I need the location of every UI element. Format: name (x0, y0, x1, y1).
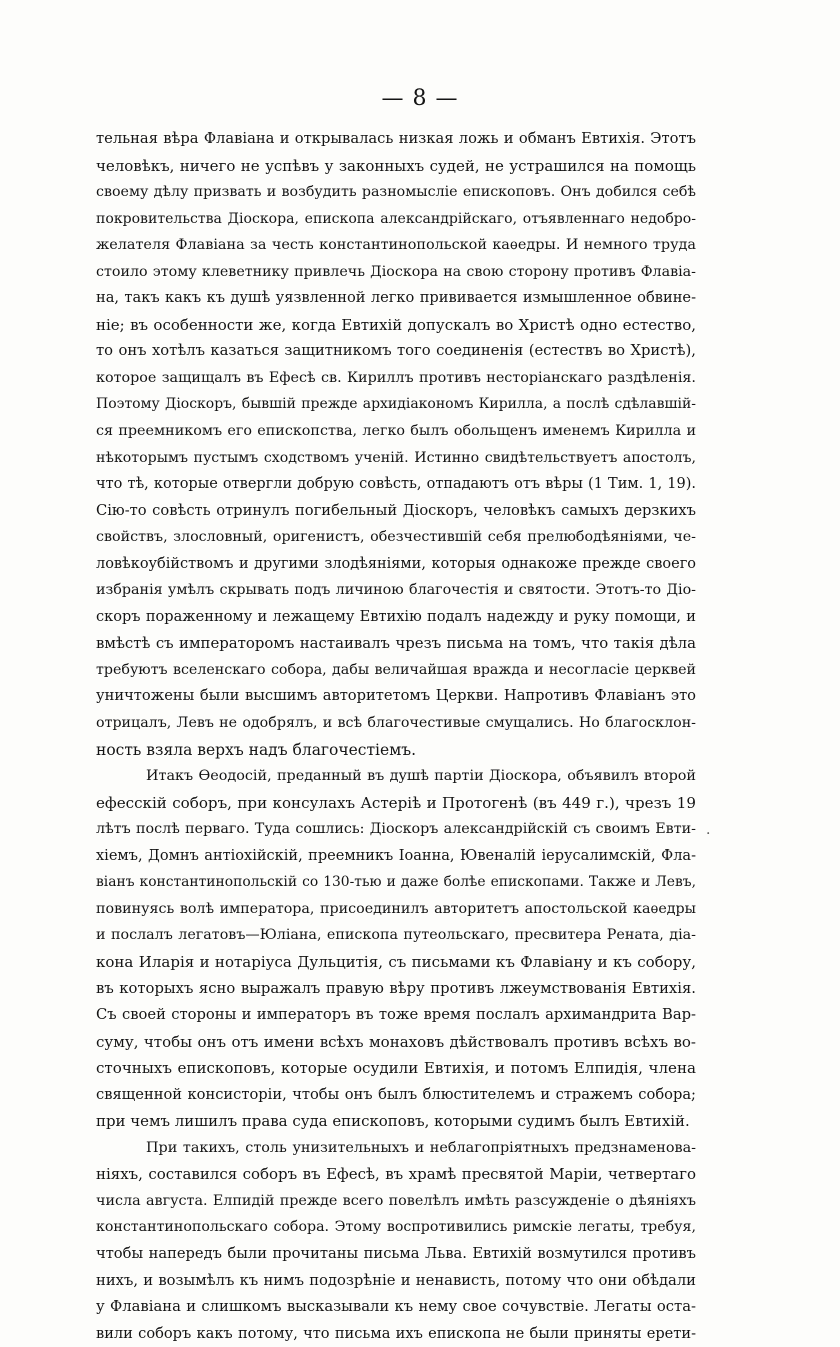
text-line: скоръ пораженному и лежащему Евтихію подалъ надежду и руку помощи, и (96, 607, 696, 625)
text-line: свойствъ, злословный, оригенистъ, обезчестившій себя прелюбодѣяніями, че- (96, 529, 696, 546)
text-line: лѣтъ послѣ перваго. Туда сошлись: Діоскоръ александрійскій съ своимъ Евти- (96, 821, 696, 838)
text-line: сточныхъ епископовъ, которые осудили Евтихія, и потомъ Елпидія, члена (96, 1059, 696, 1078)
text-line: уничтожены были высшимъ авторитетомъ Церкви. Напротивъ Флавіанъ это (96, 687, 696, 705)
paragraph-end-line: при чемъ лишилъ права суда епископовъ, которыми судимъ былъ Евтихій. (96, 1112, 690, 1131)
text-line: отрицалъ, Левъ не одобрялъ, и всѣ благочестивые смущались. Но благосклон- (96, 715, 696, 732)
paragraph-end-line: ность взяла верхъ надъ благочестіемъ. (96, 740, 417, 759)
text-line: вмѣстѣ съ императоромъ настаивалъ чрезъ письма на томъ, что такія дѣла (96, 634, 696, 653)
text-line: ніяхъ, составился соборъ въ Ефесѣ, въ храмѣ пресвятой Маріи, четвертаго (96, 1165, 696, 1184)
text-line: хіемъ, Домнъ антіохійскій, преемникъ Іоанна, Ювеналій іерусалимскій, Фла- (96, 847, 696, 864)
text-line: покровительства Діоскора, епископа александрійскаго, отъявленнаго недобро- (96, 210, 696, 227)
paragraph-start-line: Итакъ Ѳеодосій, преданный въ душѣ партіи Діоскора, объявилъ второй (146, 768, 696, 785)
text-line: Поэтому Діоскоръ, бывшій прежде архидіакономъ Кирилла, а послѣ сдѣлавшій- (96, 396, 696, 413)
text-line: своему дѣлу призвать и возбудить разномысліе епископовъ. Онъ добился себѣ (96, 184, 696, 201)
text-line: то онъ хотѣлъ казаться защитникомъ того соединенія (естествъ во Христѣ), (96, 342, 696, 360)
text-line: Сію-то совѣсть отринулъ погибельный Діоскоръ, человѣкъ самыхъ дерзкихъ (96, 501, 696, 519)
text-line: числа августа. Елпидій прежде всего повелѣлъ имѣть разсужденіе о дѣяніяхъ (96, 1192, 696, 1209)
text-line: повинуясь волѣ императора, присоединилъ авторитетъ апостольской каѳедры (96, 900, 696, 917)
text-line: человѣкъ, ничего не успѣвъ у законныхъ судей, не устрашился на помощь (96, 156, 696, 175)
text-line: нѣкоторымъ пустымъ сходствомъ ученій. Истинно свидѣтельствуетъ апостолъ, (96, 449, 696, 466)
text-line: віанъ константинопольскій со 130-тью и даже болѣе епископами. Также и Левъ, (96, 874, 696, 891)
text-line: у Флавіана и слишкомъ высказывали къ нему свое сочувствіе. Легаты оста- (96, 1298, 696, 1316)
text-line: чтобы напередъ были прочитаны письма Льва. Евтихій возмутился противъ (96, 1244, 696, 1262)
text-line: вили соборъ какъ потому, что письма ихъ епископа не были приняты ерети- (96, 1324, 696, 1342)
text-line: тельная вѣра Флавіана и открывалась низкая ложь и обманъ Евтихія. Этотъ (96, 130, 696, 147)
text-line: на, такъ какъ къ душѣ уязвленной легко прививается измышленное обвине- (96, 289, 696, 307)
text-line: стоило этому клеветнику привлечь Діоскора на свою сторону противъ Флавіа- (96, 263, 696, 280)
text-line: требуютъ вселенскаго собора, дабы величайшая вражда и несогласіе церквей (96, 661, 696, 678)
text-line: и послалъ легатовъ—Юліана, епископа путеольскаго, пресвитера Рената, діа- (96, 927, 696, 944)
text-line: въ которыхъ ясно выражалъ правую вѣру противъ лжеумствованія Евтихія. (96, 979, 696, 997)
margin-speck-mark: · (706, 826, 711, 842)
text-line: что тѣ, которые отвергли добрую совѣсть, отпадаютъ отъ вѣры (1 Тим. 1, 19). (96, 476, 696, 493)
text-line: нихъ, и возымѣлъ къ нимъ подозрѣніе и ненависть, потому что они обѣдали (96, 1271, 696, 1289)
text-line: константинопольскаго собора. Этому воспротивились римскіе легаты, требуя, (96, 1219, 696, 1236)
text-line: ефесскій соборъ, при консулахъ Астеріѣ и Протогенѣ (въ 449 г.), чрезъ 19 (96, 793, 696, 812)
text-line: суму, чтобы онъ отъ имени всѣхъ монаховъ дѣйствовалъ противъ всѣхъ во- (96, 1032, 696, 1051)
text-line: которое защищалъ въ Ефесѣ св. Кириллъ противъ несторіанскаго раздѣленія. (96, 369, 696, 386)
text-line: ся преемникомъ его епископства, легко былъ обольщенъ именемъ Кирилла и (96, 423, 696, 440)
paragraph-start-line: При такихъ, столь унизительныхъ и неблагопріятныхъ предзнаменова- (146, 1139, 696, 1156)
body-text (96, 126, 696, 1347)
text-line: ловѣкоубійствомъ и другими злодѣяніями, которыя однакоже прежде своего (96, 555, 696, 572)
text-line: Съ своей стороны и императоръ въ тоже время послалъ архимандрита Вар- (96, 1006, 696, 1024)
text-line: ніе; въ особенности же, когда Евтихій допускалъ во Христѣ одно естество, (96, 315, 696, 334)
text-line: священной консисторіи, чтобы онъ былъ блюстителемъ и стражемъ собора; (96, 1085, 696, 1103)
text-line: желателя Флавіана за честь константинопольской каѳедры. И немного труда (96, 237, 696, 254)
text-line: избранія умѣлъ скрывать подъ личиною благочестія и святости. Этотъ-то Діо- (96, 582, 696, 599)
page-number: — 8 — (381, 86, 459, 111)
text-line: кона Иларія и нотаріуса Дульцитія, съ письмами къ Флавіану и къ собору, (96, 952, 696, 971)
